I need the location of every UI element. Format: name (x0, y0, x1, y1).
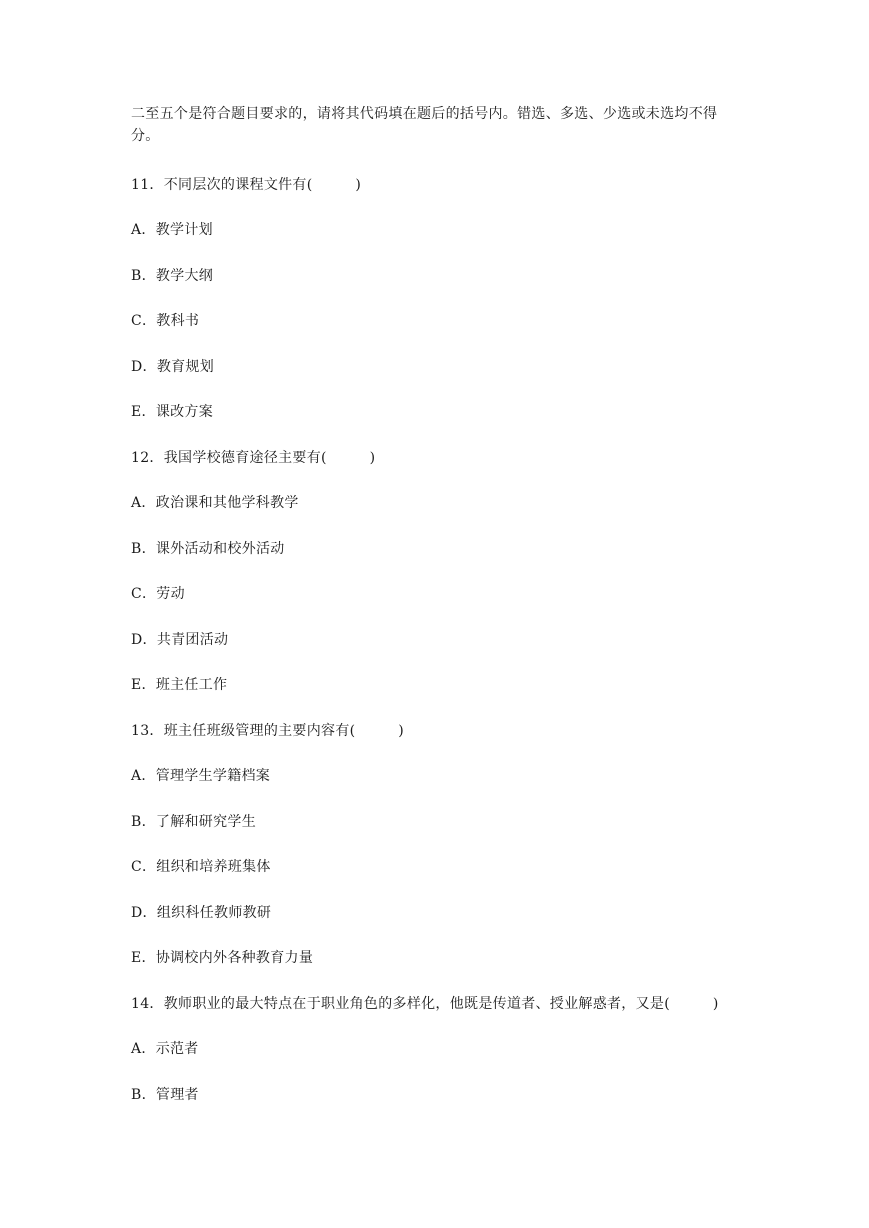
question-13-option-d: D．组织科任教师教研 (131, 905, 272, 921)
question-13-option-e: E．协调校内外各种教育力量 (131, 950, 314, 966)
question-13-stem: 13．班主任班级管理的主要内容有( ) (131, 723, 405, 739)
question-13-option-b: B．了解和研究学生 (131, 814, 256, 830)
question-14-option-a: A．示范者 (131, 1041, 199, 1057)
question-14-option-b: B．管理者 (131, 1087, 199, 1103)
question-12-option-b: B．课外活动和校外活动 (131, 541, 285, 557)
question-11-option-d: D．教育规划 (131, 359, 215, 375)
question-11-option-a: A．教学计划 (131, 222, 213, 238)
question-11-option-e: E．课改方案 (131, 404, 214, 420)
question-11-option-c: C．教科书 (131, 313, 200, 329)
question-11-option-b: B．教学大纲 (131, 268, 214, 284)
question-12-option-d: D．共青团活动 (131, 632, 229, 648)
instructions-text: 二至五个是符合题目要求的，请将其代码填在题后的括号内。错选、多选、少选或未选均不得分。 (131, 106, 718, 144)
question-12-option-a: A．政治课和其他学科教学 (131, 495, 299, 511)
question-12-option-c: C．劳动 (131, 586, 185, 602)
question-14-stem: 14．教师职业的最大特点在于职业角色的多样化，他既是传道者、授业解惑者，又是( ) (131, 996, 719, 1012)
question-13-option-a: A．管理学生学籍档案 (131, 768, 271, 784)
question-13-option-c: C．组织和培养班集体 (131, 859, 271, 875)
question-12-stem: 12．我国学校德育途径主要有( ) (131, 450, 376, 466)
question-12-option-e: E．班主任工作 (131, 677, 228, 693)
question-11-stem: 11．不同层次的课程文件有( ) (131, 177, 362, 193)
